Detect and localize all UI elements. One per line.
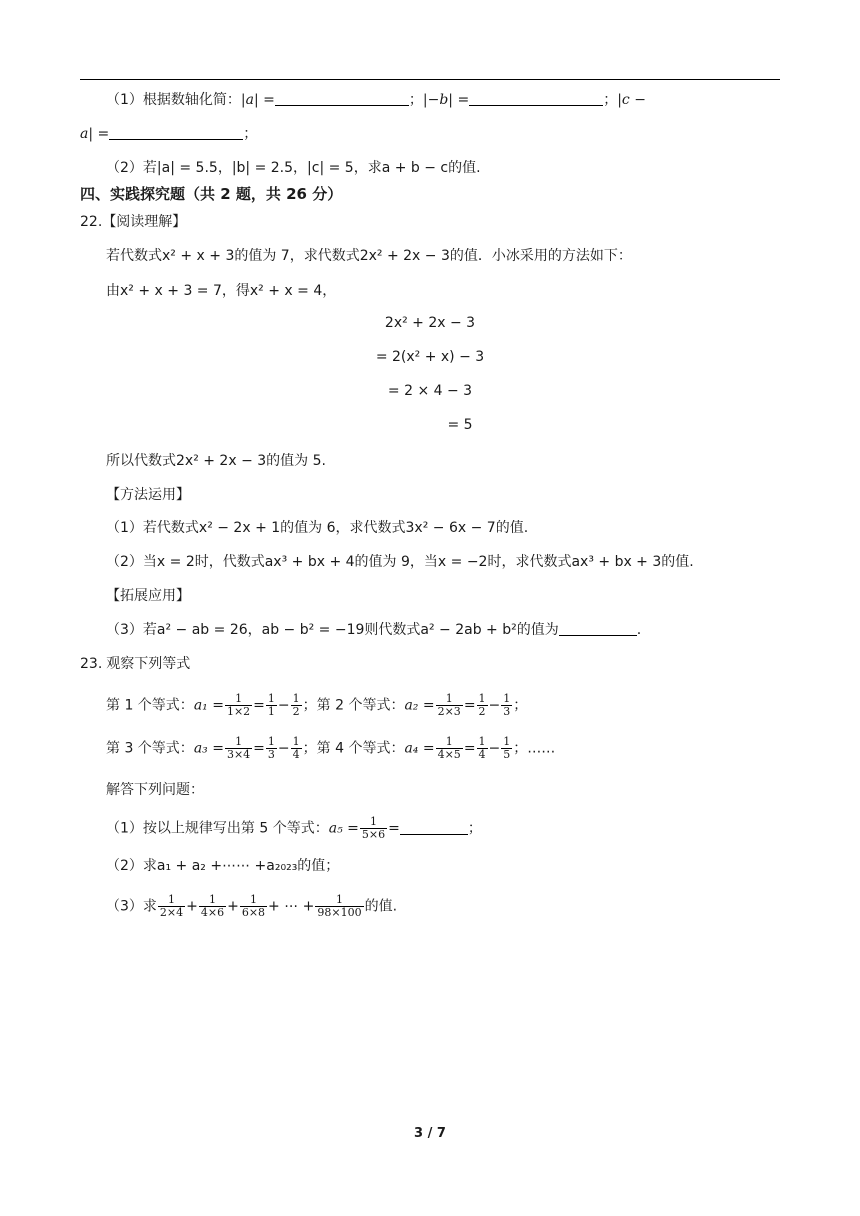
- eq-lhs: a₃ =: [193, 740, 224, 757]
- q22-step4: = 5: [447, 417, 473, 433]
- fraction: $\frac{1}{4\times 6}$: [200, 893, 225, 919]
- q22-given: 由x² + x + 3 = 7，得x² + x = 4，: [106, 283, 337, 299]
- q23-eq-row1: 第 1 个等式：a₁ = $\frac{1}{1\times 2}$ = $\frac{1}{1}$ − $\frac{1}{2}$ ；第 2 个等式：a₂ = $\frac{1}{2\times 3}$ = $\frac{1}{2}$ − $\frac{1}{3}$ ；: [106, 692, 528, 718]
- separator: ；: [243, 126, 258, 142]
- answer-blank: [559, 621, 637, 636]
- answer-blank: [400, 820, 468, 835]
- fraction: $\frac{1}{2}$: [292, 692, 300, 718]
- eq-label: 第 1 个等式：: [106, 697, 194, 714]
- fraction: $\frac{1}{98\times 100}$: [317, 893, 362, 919]
- fraction: $\frac{1}{5}$: [503, 735, 511, 761]
- q22-method-2: （2）当x = 2时，代数式ax³ + bx + 4的值为 9，当x = −2时，求代数式ax³ + bx + 3的值.: [106, 554, 694, 570]
- answer-blank: [469, 91, 603, 106]
- question-number: 22.: [80, 214, 103, 230]
- q22-step2: = 2(x² + x) − 3: [375, 349, 485, 365]
- q23-eq-row2: 第 3 个等式：a₃ = $\frac{1}{3\times 4}$ = $\frac{1}{3}$ − $\frac{1}{4}$ ；第 4 个等式：a₄ = $\frac{1}{4\times 5}$ = $\frac{1}{4}$ − $\frac{1}{5}$ ；……: [106, 735, 556, 761]
- abs-a: |a| =: [240, 92, 275, 108]
- q23-title: 观察下列等式: [106, 656, 191, 672]
- fraction: $\frac{1}{4\times 5}$: [437, 735, 461, 761]
- fraction: $\frac{1}{2\times 4}$: [159, 893, 184, 919]
- period: .: [636, 622, 642, 638]
- abs-c-prefix: |c −: [617, 92, 646, 108]
- page-number: 3 / 7: [414, 1126, 446, 1141]
- question-number: 23.: [80, 656, 103, 672]
- tag-method: 【方法运用】: [106, 487, 190, 503]
- fraction: $\frac{1}{1\times 2}$: [226, 692, 251, 718]
- header-rule: [80, 79, 780, 80]
- fraction: $\frac{1}{6\times 8}$: [241, 893, 266, 919]
- q22-step3: = 2 × 4 − 3: [387, 383, 473, 399]
- eq-lhs: a₄ =: [404, 740, 435, 757]
- fraction: $\frac{1}{5\times 6}$: [361, 815, 386, 841]
- q23-answer-prompt: 解答下列问题：: [106, 782, 204, 798]
- q23-part2: （2）求a₁ + a₂ +⋯⋯ +a₂₀₂₃的值；: [106, 858, 340, 874]
- fraction: $\frac{1}{3\times 4}$: [226, 735, 251, 761]
- q23-part3: （3）求 $\frac{1}{2\times 4}$ + $\frac{1}{4\times 6}$ + $\frac{1}{6\times 8}$ + ⋯ + $\frac{1}{98\times 100}$ 的值.: [106, 893, 398, 919]
- q23-part1: （1）按以上规律写出第 5 个等式：a₅ = $\frac{1}{5\times 6}$ = ；: [106, 815, 482, 841]
- tag-extend: 【拓展应用】: [106, 588, 190, 604]
- eq-label: ；第 2 个等式：: [302, 697, 405, 714]
- answer-blank: [275, 91, 409, 106]
- q22-header: [80, 212, 186, 232]
- eq-lhs: a₅ =: [328, 820, 359, 837]
- eq-label: 第 3 个等式：: [106, 740, 194, 757]
- eq-lhs: a₂ =: [404, 697, 435, 714]
- q21-part2: （2）若|a| = 5.5，|b| = 2.5，|c| = 5，求a + b − c的值.: [106, 160, 481, 176]
- q23-header: [80, 654, 190, 674]
- q22-extend-3: [106, 620, 641, 640]
- eq-label: ；第 4 个等式：: [302, 740, 405, 757]
- fraction: $\frac{1}{4}$: [478, 735, 486, 761]
- q21-p1-label: （1）根据数轴化简：: [106, 92, 241, 108]
- part3-end: 的值.: [364, 898, 398, 915]
- sum-ellipsis: + ⋯ +: [268, 898, 315, 915]
- abs-c-suffix: a| =: [80, 126, 110, 142]
- fraction: $\frac{1}{3}$: [503, 692, 511, 718]
- separator: ；: [603, 92, 618, 108]
- ellipsis: ；……: [513, 740, 556, 757]
- q22-conclusion: 所以代数式2x² + 2x − 3的值为 5.: [106, 453, 326, 469]
- fraction: $\frac{1}{3}$: [267, 735, 275, 761]
- fraction: $\frac{1}{2}$: [478, 692, 486, 718]
- fraction: $\frac{1}{2\times 3}$: [437, 692, 461, 718]
- q21-part1-cont: [80, 124, 257, 144]
- fraction: $\frac{1}{4}$: [292, 735, 300, 761]
- q21-part1: [106, 90, 646, 110]
- q22-intro: 若代数式x² + x + 3的值为 7，求代数式2x² + 2x − 3的值．小冰采用的方法如下：: [106, 248, 632, 264]
- eq-lhs: a₁ =: [193, 697, 224, 714]
- separator: ；: [408, 92, 423, 108]
- part1-text: （1）按以上规律写出第 5 个等式：: [106, 820, 329, 837]
- part3-text: （3）求: [106, 898, 157, 915]
- extend-3-text: （3）若a² − ab = 26，ab − b² = −19则代数式a² − 2ab + b²的值为: [106, 622, 559, 638]
- tag-reading: 【阅读理解】: [102, 214, 187, 230]
- section-heading: 四、实践探究题（共 2 题，共 26 分）: [80, 185, 343, 203]
- answer-blank: [109, 125, 243, 140]
- separator: ；: [467, 820, 482, 837]
- q22-method-1: （1）若代数式x² − 2x + 1的值为 6，求代数式3x² − 6x − 7的值.: [106, 520, 529, 536]
- fraction: $\frac{1}{1}$: [267, 692, 275, 718]
- abs-neg-b: |−b| =: [422, 92, 470, 108]
- q22-step1: 2x² + 2x − 3: [384, 315, 476, 331]
